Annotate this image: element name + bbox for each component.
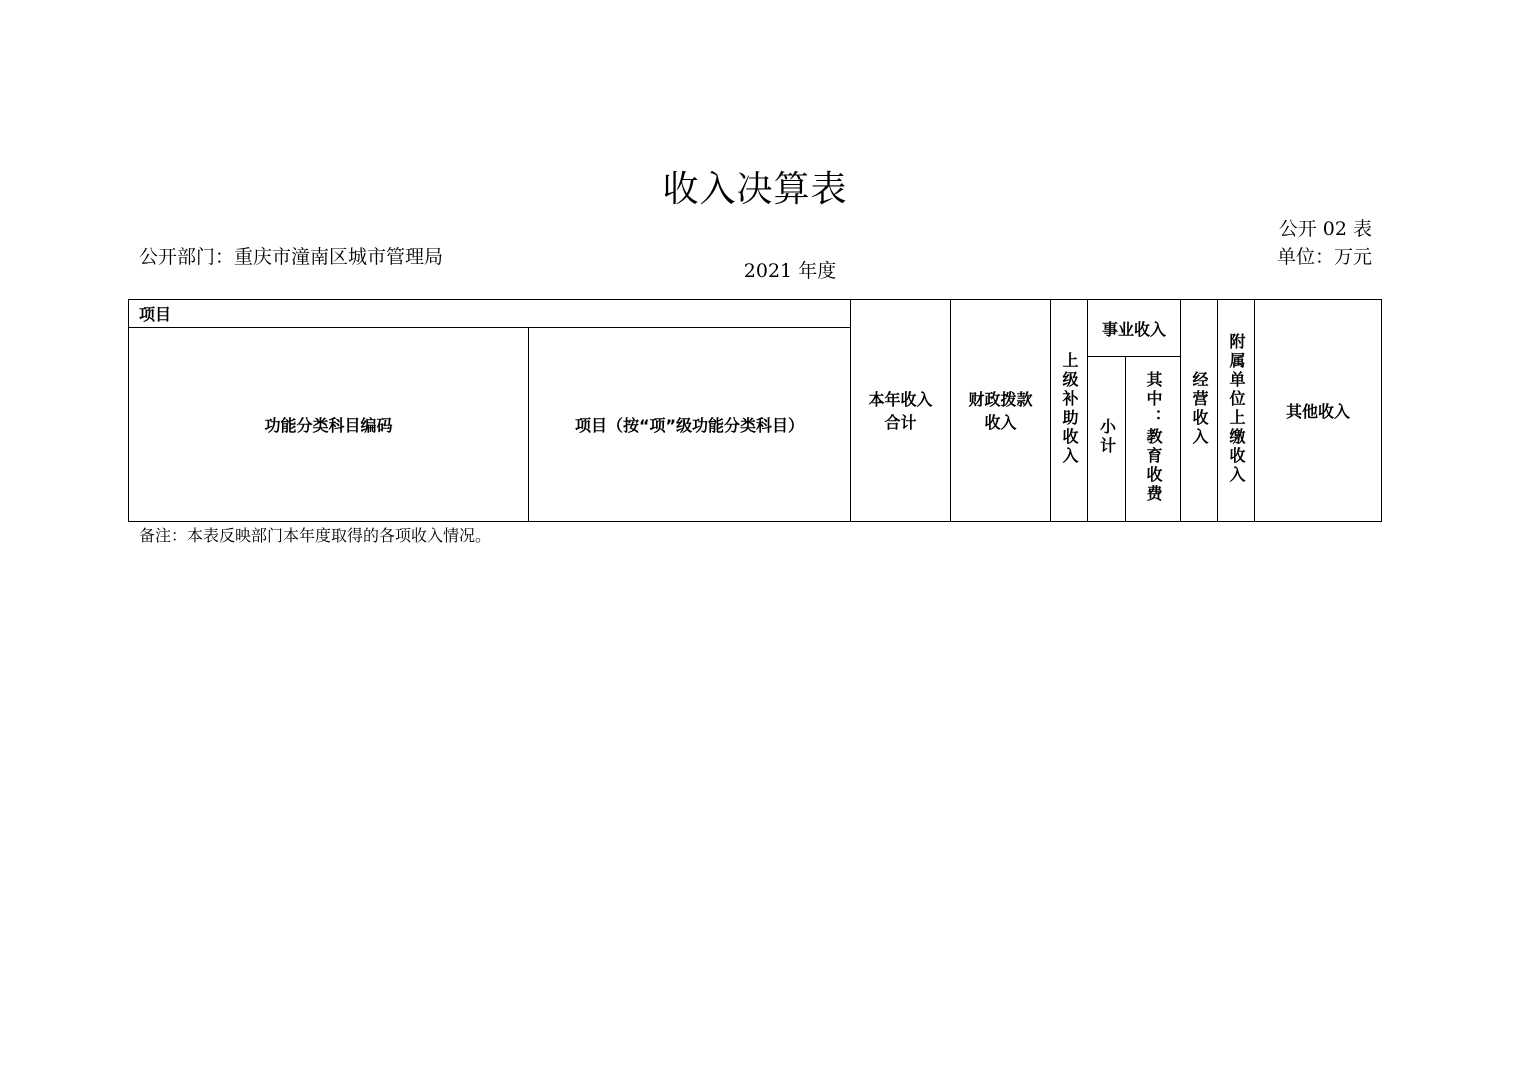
department-label: 公开部门：重庆市潼南区城市管理局	[139, 246, 444, 268]
header-other-income: 其他收入	[1255, 300, 1382, 522]
header-project: 项目	[129, 300, 851, 328]
form-number: 公开 02 表	[1278, 218, 1372, 240]
unit-label: 单位：万元	[1276, 246, 1372, 268]
header-total-income: 本年收入合计	[851, 300, 951, 522]
header-project-name: 项目（按“项”级功能分类科目）	[529, 328, 851, 522]
income-table	[128, 299, 1382, 522]
header-subtotal: 小计	[1088, 357, 1126, 522]
footnote: 备注：本表反映部门本年度取得的各项收入情况。	[139, 526, 492, 545]
page-title: 收入决算表	[662, 169, 848, 210]
header-affiliated-income: 附属单位上缴收入	[1218, 300, 1255, 522]
header-education-fee: 其中：教育收费	[1126, 357, 1181, 522]
header-business-income: 事业收入	[1088, 300, 1181, 357]
header-function-code: 功能分类科目编码	[129, 328, 529, 522]
fiscal-year: 2021 年度	[743, 260, 837, 282]
header-superior-subsidy: 上级补助收入	[1051, 300, 1088, 522]
header-fiscal-appropriation: 财政拨款收入	[951, 300, 1051, 522]
header-operating-income: 经营收入	[1181, 300, 1218, 522]
